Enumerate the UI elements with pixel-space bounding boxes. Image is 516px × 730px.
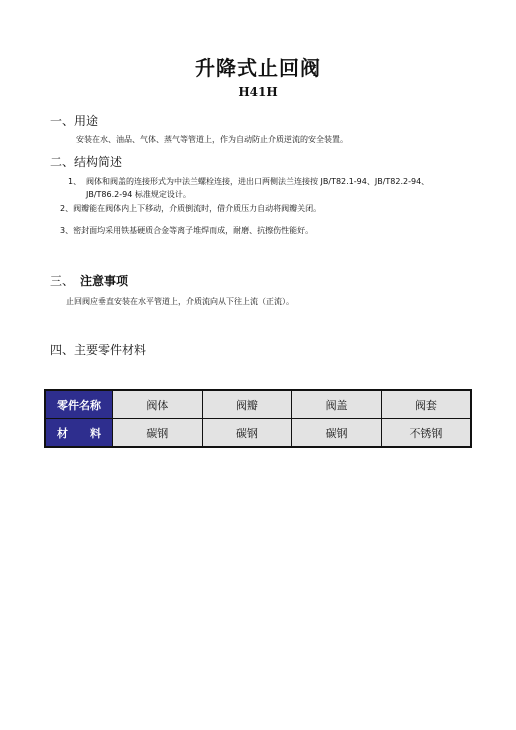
- structure-item2: 2、阀瓣能在阀体内上下移动，介质倒流时，借介质压力自动将阀瓣关闭。: [60, 204, 322, 213]
- table-row-parts: [45, 390, 471, 419]
- material-cell: 不锈钢: [381, 419, 471, 448]
- material-cell: 碳钢: [113, 419, 203, 448]
- material-cell: 碳钢: [292, 419, 382, 448]
- section-notes-number: 三、: [50, 274, 75, 288]
- section-notes-text: 止回阀应垂直安装在水平管道上，介质流向从下往上流（正流）。: [66, 297, 294, 306]
- section-notes-heading: 注意事项: [80, 274, 129, 288]
- header-material: 材 料: [45, 419, 113, 448]
- part-cell: 阀瓣: [202, 390, 292, 419]
- structure-item1-number: 1、: [68, 177, 82, 186]
- material-cell: 碳钢: [202, 419, 292, 448]
- structure-item1-line2: JB/T86.2-94 标准规定设计。: [86, 190, 191, 199]
- structure-item1-line1: 阀体和阀盖的连接形式为中法兰螺栓连接，进出口两侧法兰连接按 JB/T82.1-94、JB/T82.2-94、: [86, 177, 430, 186]
- model-number: H41H: [238, 85, 278, 99]
- part-cell: 阀盖: [292, 390, 382, 419]
- table-row-materials: [45, 419, 471, 448]
- section-structure-heading: 二、结构简述: [50, 155, 123, 169]
- section-usage-text: 安装在水、油品、气体、蒸气等管道上，作为自动防止介质逆流的安全装置。: [76, 135, 348, 144]
- part-cell: 阀套: [381, 390, 471, 419]
- structure-item3: 3、密封面均采用铁基硬质合金等离子堆焊而成，耐磨、抗擦伤性能好。: [60, 226, 314, 235]
- section-usage-heading: 一、用途: [50, 114, 99, 128]
- page-title: 升降式止回阀: [195, 56, 321, 80]
- part-cell: 阀体: [113, 390, 203, 419]
- section-materials-heading: 四、主要零件材料: [50, 343, 147, 357]
- header-part-name: 零件名称: [45, 390, 113, 419]
- parts-materials-table: [44, 389, 472, 448]
